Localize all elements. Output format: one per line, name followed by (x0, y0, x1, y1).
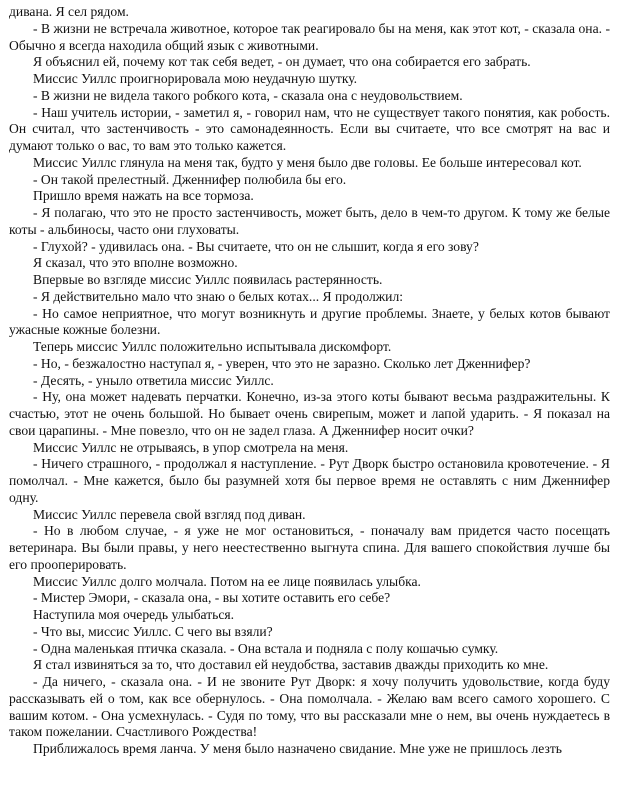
paragraph-10: - Я полагаю, что это не просто застенчивость, может быть, дело в чем-то другом. К тому же белые коты - альбиносы, часто они глуховаты. (9, 205, 610, 237)
paragraph-19: - Ну, она может надевать перчатки. Конечно, из-за этого коты бывают весьма раздражительны. К счастью, этот не очень большой. Но бывает очень свирепым, может и лапой ударить. - Я показал на свои царапины. - Мне повезло, что он не задел глаза. А Дженнифер носит очки? (9, 389, 610, 438)
paragraph-9: Пришло время нажать на все тормоза. (33, 188, 254, 204)
paragraph-11: - Глухой? - удивилась она. - Вы считаете, что он не слышит, когда я его зову? (33, 238, 479, 254)
paragraph-14: - Я действительно мало что знаю о белых котах... Я продолжил: (33, 288, 404, 304)
paragraph-4: Миссис Уиллс проигнорировала мою неудачную шутку. (33, 71, 358, 86)
paragraph-2: - В жизни не встречала животное, которое так реагировало бы на меня, как этот кот, - сказала она. - Обычно я всегда находила общий язык с животными. (9, 20, 610, 53)
paragraph-29: Я стал извиняться за то, что доставил ей неудобства, заставив дважды приходить ко мне. (33, 657, 549, 673)
paragraph-30: - Да ничего, - сказала она. - И не звоните Рут Дворк: я хочу получить удовольствие, когда буду рассказывать ей о том, как все обернулось. - Она помолчала. - Желаю вам всего самого хорошего. С вашим котом. - Она усмехнулась. - Судя по тому, что вы рассказали мне о нем, вы очень нуждаетесь в таком пожелании. Счастливого Рождества! (9, 674, 610, 740)
paragraph-18: - Десять, - уныло ответила миссис Уиллс. (33, 372, 274, 388)
paragraph-15: - Но самое неприятное, что могут возникнуть и другие проблемы. Знаете, у белых котов бывают ужасные кожные болезни. (9, 305, 610, 338)
paragraph-24: Миссис Уиллс долго молчала. Потом на ее лице появилась улыбка. (33, 573, 421, 589)
paragraph-28: - Одна маленькая птичка сказала. - Она встала и подняла с полу кошачью сумку. (33, 640, 499, 656)
paragraph-23: - Но в любом случае, - я уже не мог остановиться, - поначалу вам придется часто посещать ветеринара. Вы были правы, у него неестественно выгнута спина. Для вашего спокойствия лучше бы его прооперировать. (9, 523, 610, 572)
paragraph-7: Миссис Уиллс глянула на меня так, будто у меня было две головы. Ее больше интересовал кот. (33, 154, 582, 170)
document-page (9, 4, 610, 758)
paragraph-3: Я объяснил ей, почему кот так себя ведет, - он думает, что она собирается его забрать. (33, 54, 531, 70)
paragraph-27: - Что вы, миссис Уиллс. С чего вы взяли? (33, 623, 273, 639)
paragraph-20: Миссис Уиллс не отрываясь, в упор смотрела на меня. (33, 439, 349, 455)
paragraph-5: - В жизни не видела такого робкого кота, - сказала она с неудовольствием. (33, 87, 463, 103)
paragraph-8: - Он такой прелестный. Дженнифер полюбила бы его. (33, 171, 347, 187)
paragraph-26: Наступила моя очередь улыбаться. (33, 607, 235, 622)
paragraph-22: Миссис Уиллс перевела свой взгляд под диван. (33, 506, 306, 522)
paragraph-12: Я сказал, что это вполне возможно. (33, 255, 238, 271)
paragraph-6: - Наш учитель истории, - заметил я, - говорил нам, что не существует такого понятия, как робость. Он считал, что застенчивость - это самонадеянность. Если вы считаете, что все смотрят на вас и думают только о вас, то вам это только кажется. (9, 104, 610, 153)
paragraph-1: дивана. Я сел рядом. (9, 4, 129, 19)
paragraph-31: Приближалось время ланча. У меня было назначено свидание. Мне уже не пришлось лезть (33, 741, 562, 756)
paragraph-17: - Но, - безжалостно наступал я, - уверен, что это не заразно. Сколько лет Дженнифер? (33, 355, 531, 371)
paragraph-13: Впервые во взгляде миссис Уиллс появилась растерянность. (33, 272, 383, 287)
paragraph-21: - Ничего страшного, - продолжал я наступление. - Рут Дворк быстро остановила кровотечение. - Я помолчал. - Мне кажется, было бы разумней хотя бы первое время не оставлять с ним Дженнифер одну. (9, 456, 610, 505)
paragraph-25: - Мистер Эмори, - сказала она, - вы хотите оставить его себе? (33, 590, 391, 606)
paragraph-16: Теперь миссис Уиллс положительно испытывала дискомфорт. (33, 339, 392, 354)
